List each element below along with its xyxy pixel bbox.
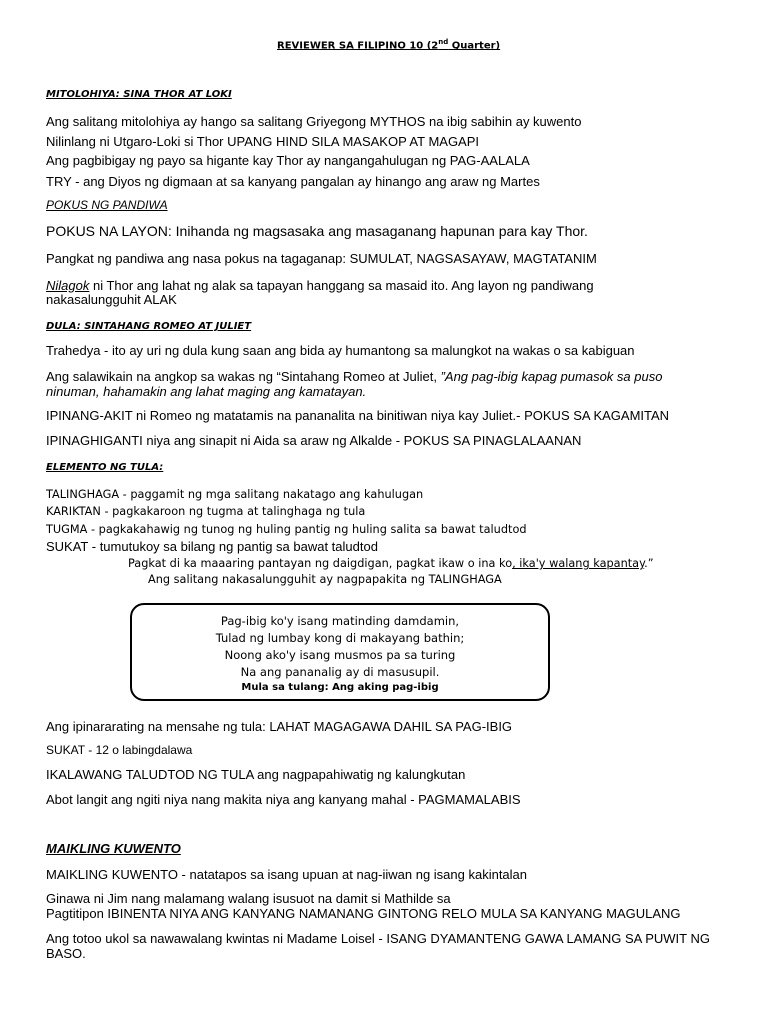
- maikling-totoo-line2: BASO.: [46, 946, 86, 961]
- elemento-quote: [128, 557, 654, 570]
- poem-line: Noong ako'y isang musmos pa sa turing: [224, 648, 456, 662]
- quote-plain: Pagkat di ka maaaring pantayan ng daigdigan, pagkat ikaw o ina ko: [128, 557, 513, 570]
- tula-abot: Abot langit ang ngiti niya nang makita niya ang kanyang mahal - PAGMAMALABIS: [46, 792, 521, 807]
- section-heading-elemento: ELEMENTO NG TULA:: [46, 462, 164, 473]
- page-title: [277, 38, 500, 52]
- dula-trahedya: Trahedya - ito ay uri ng dula kung saan ang bida ay humantong sa malungkot na wakas o sa kabiguan: [46, 343, 635, 358]
- tula-ikalawang: IKALAWANG TALUDTOD NG TULA ang nagpapahiwatig ng kalungkutan: [46, 767, 466, 782]
- section-heading-mitolohiya: MITOLOHIYA: SINA THOR AT LOKI: [46, 89, 232, 100]
- tula-sukat: SUKAT - 12 o labingdalawa: [46, 743, 193, 757]
- dula-salawikain: [46, 370, 662, 385]
- section-heading-maikling: MAIKLING KUWENTO: [46, 841, 181, 856]
- poem-line: Tulad ng lumbay kong di makayang bathin;: [215, 631, 465, 645]
- pokus-tagaganap: Pangkat ng pandiwa ang nasa pokus na tagaganap: SUMULAT, NAGSASAYAW, MAGTATANIM: [46, 251, 597, 266]
- maikling-ginawa-line2: Pagtitipon IBINENTA NIYA ANG KANYANG NAMANANG GINTONG RELO MULA SA KANYANG MAGULANG: [46, 906, 681, 921]
- title-superscript: nd: [438, 38, 449, 46]
- quote-end: .”: [644, 557, 654, 570]
- title-suffix: Quarter): [448, 40, 501, 52]
- maikling-ginawa: Ginawa ni Jim nang malamang walang isusuot na damit si Mathilde sa: [46, 891, 451, 906]
- quote-underlined: , ika'y walang kapantay: [512, 557, 645, 570]
- poem-source: Mula sa tulang: Ang aking pag-ibig: [241, 682, 439, 693]
- salawikain-plain: Ang salawikain na angkop sa wakas ng “Sintahang Romeo at Juliet,: [46, 369, 441, 384]
- maikling-def: MAIKLING KUWENTO - natatapos sa isang upuan at nag-iiwan ng isang kakintalan: [46, 867, 528, 882]
- section-heading-dula: DULA: SINTAHANG ROMEO AT JULIET: [46, 321, 252, 332]
- section-heading-pokus: POKUS NG PANDIWA: [46, 198, 168, 212]
- maikling-totoo: Ang totoo ukol sa nawawalang kwintas ni Madame Loisel - ISANG DYAMANTENG GAWA LAMANG SA PUWIT NG: [46, 931, 710, 946]
- elemento-item: TUGMA - pagkakahawig ng tunog ng huling pantig ng huling salita sa bawat taludtod: [46, 523, 527, 536]
- dula-ipinang-akit: IPINANG-AKIT ni Romeo ng matatamis na pananalita na binitiwan niya kay Juliet.- POKUS SA KAGAMITAN: [46, 408, 670, 423]
- mitolohiya-line: TRY - ang Diyos ng digmaan at sa kanyang pangalan ay hinango ang araw ng Martes: [46, 174, 540, 189]
- mitolohiya-line: Ang pagbibigay ng payo sa higante kay Thor ay nangangahulugan ng PAG-AALALA: [46, 153, 530, 168]
- pokus-layon: POKUS NA LAYON: Inihanda ng magsasaka ang masaganang hapunan para kay Thor.: [46, 223, 588, 239]
- pokus-nilagok-line2: nakasalungguhit ALAK: [46, 292, 177, 307]
- nilagok-rest: ni Thor ang lahat ng alak sa tapayan hanggang sa masaid ito. Ang layon ng pandiwang: [89, 278, 594, 293]
- poem-line: Na ang pananalig ay di masusupil.: [240, 665, 440, 679]
- elemento-quote-note: Ang salitang nakasalungguhit ay nagpapakita ng TALINGHAGA: [148, 573, 502, 586]
- elemento-item: TALINGHAGA - paggamit ng mga salitang nakatago ang kahulugan: [46, 488, 424, 501]
- tula-mensahe: Ang ipinararating na mensahe ng tula: LAHAT MAGAGAWA DAHIL SA PAG-IBIG: [46, 719, 513, 734]
- title-text: REVIEWER SA FILIPINO 10 (2: [277, 40, 439, 52]
- salawikain-quote: ”Ang pag-ibig kapag pumasok sa puso: [440, 369, 663, 384]
- dula-salawikain-line2: ninuman, hahamakin ang lahat maging ang kamatayan.: [46, 384, 367, 399]
- mitolohiya-line: Nilinlang ni Utgaro-Loki si Thor UPANG HIND SILA MASAKOP AT MAGAPI: [46, 134, 480, 149]
- mitolohiya-line: Ang salitang mitolohiya ay hango sa salitang Griyegong MYTHOS na ibig sabihin ay kuwento: [46, 114, 582, 129]
- poem-line: Pag-ibig ko'y isang matinding damdamin,: [220, 614, 460, 628]
- elemento-item: KARIKTAN - pagkakaroon ng tugma at talinghaga ng tula: [46, 505, 366, 518]
- dula-ipinaghiganti: IPINAGHIGANTI niya ang sinapit ni Aida sa araw ng Alkalde - POKUS SA PINAGLALAANAN: [46, 433, 582, 448]
- nilagok-word: Nilagok: [46, 278, 90, 293]
- elemento-sukat: SUKAT - tumutukoy sa bilang ng pantig sa bawat taludtod: [46, 539, 378, 554]
